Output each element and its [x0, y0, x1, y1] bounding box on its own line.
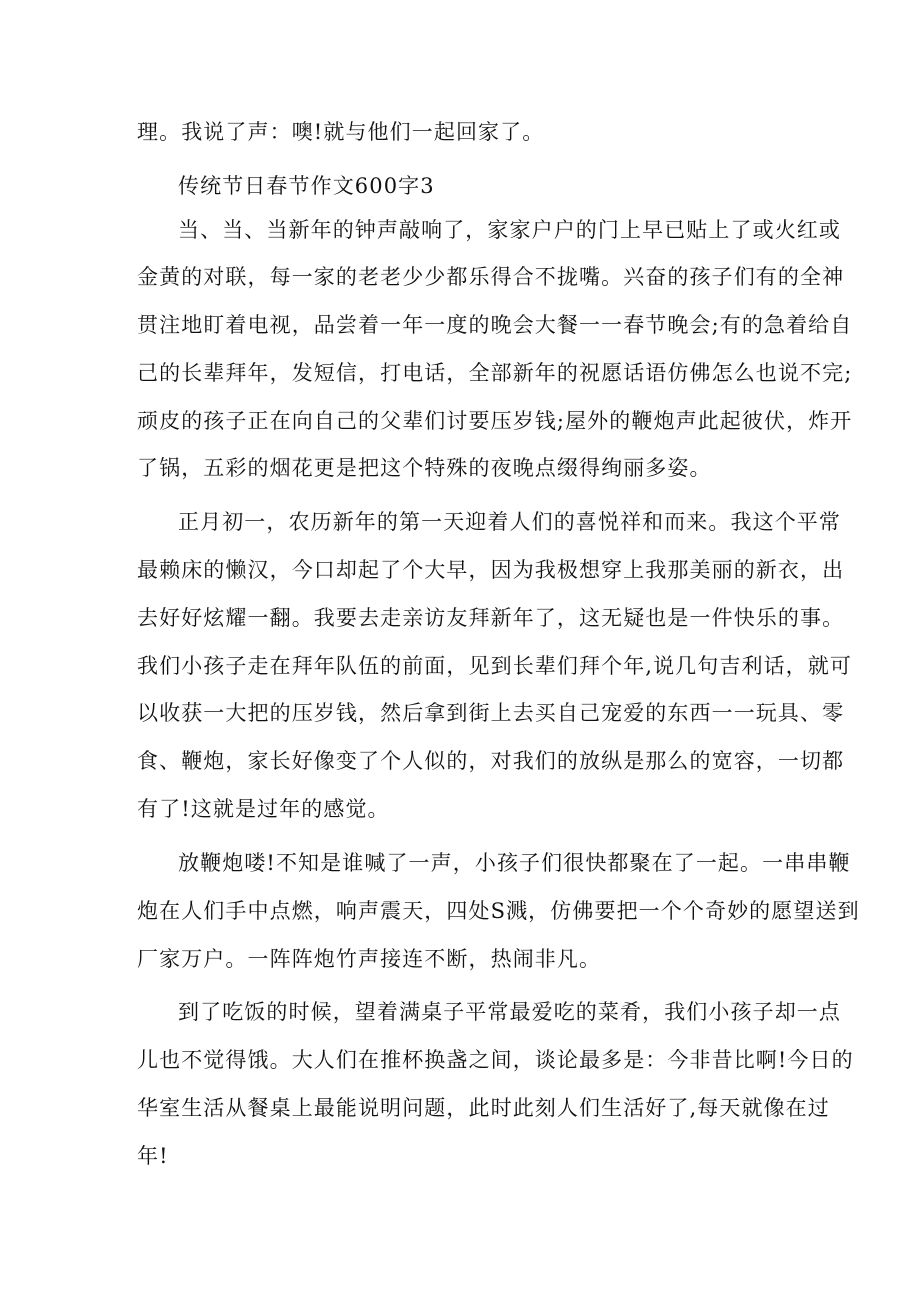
- text-line: 顽皮的孩子正在向自己的父辈们讨要压岁钱;屋外的鞭炮声此起彼伏，炸开: [137, 409, 853, 433]
- text-line: 炮在人们手中点燃，响声震天，四处S溅，仿佛要把一个个奇妙的愿望送到: [137, 899, 860, 923]
- text-line: 贯注地盯着电视，品尝着一年一度的晚会大餐一一春节晚会;有的急着给自: [137, 313, 853, 337]
- section-heading: 传统节日春节作文600字3: [178, 174, 435, 198]
- text-line: 到了吃饭的时候，望着满桌子平常最爱吃的菜肴，我们小孩子却一点: [178, 1000, 841, 1024]
- text-line: 了锅，五彩的烟花更是把这个特殊的夜晚点缀得绚丽多姿。: [137, 456, 712, 480]
- text-line: 我们小孩子走在拜年队伍的前面，见到长辈们拜个年,说几句吉利话，就可: [137, 654, 852, 678]
- text-line: 放鞭炮喽!不知是谁喊了一声，小孩子们很快都聚在了一起。一串串鞭: [178, 851, 851, 875]
- text-line: 厂家万户。一阵阵炮竹声接连不断，热闹非凡。: [137, 947, 602, 971]
- text-line: 去好好炫耀一翻。我要去走亲访友拜新年了，这无疑也是一件快乐的事。: [137, 606, 845, 630]
- text-line: 金黄的对联，每一家的老老少少都乐得合不拢嘴。兴奋的孩子们有的全神: [137, 265, 845, 289]
- text-line: 儿也不觉得饿。大人们在推杯换盏之间，谈论最多是：今非昔比啊!今日的: [137, 1048, 854, 1072]
- text-line: 己的长辈拜年，发短信，打电话，全部新年的祝愿话语仿佛怎么也说不完;: [137, 361, 853, 385]
- text-line: 理。我说了声：噢!就与他们一起回家了。: [137, 120, 545, 144]
- text-line: 当、当、当新年的钟声敲响了，家家户户的门上早已贴上了或火红或: [178, 218, 841, 242]
- text-line: 以收获一大把的压岁钱，然后拿到街上去买自己宠爱的东西一一玩具、零: [137, 701, 845, 725]
- text-line: 食、鞭炮，家长好像变了个人似的，对我们的放纵是那么的宽容，一切都: [137, 749, 845, 773]
- text-line: 正月初一，农历新年的第一天迎着人们的喜悦祥和而来。我这个平常: [178, 510, 841, 534]
- text-line: 华室生活从餐桌上最能说明问题，此时此刻人们生活好了,每天就像在过: [137, 1096, 830, 1120]
- text-line: 有了!这就是过年的感觉。: [137, 797, 390, 821]
- text-line: 最赖床的懒汉，今口却起了个大早，因为我极想穿上我那美丽的新衣，出: [137, 558, 845, 582]
- text-line: 年!: [137, 1144, 169, 1168]
